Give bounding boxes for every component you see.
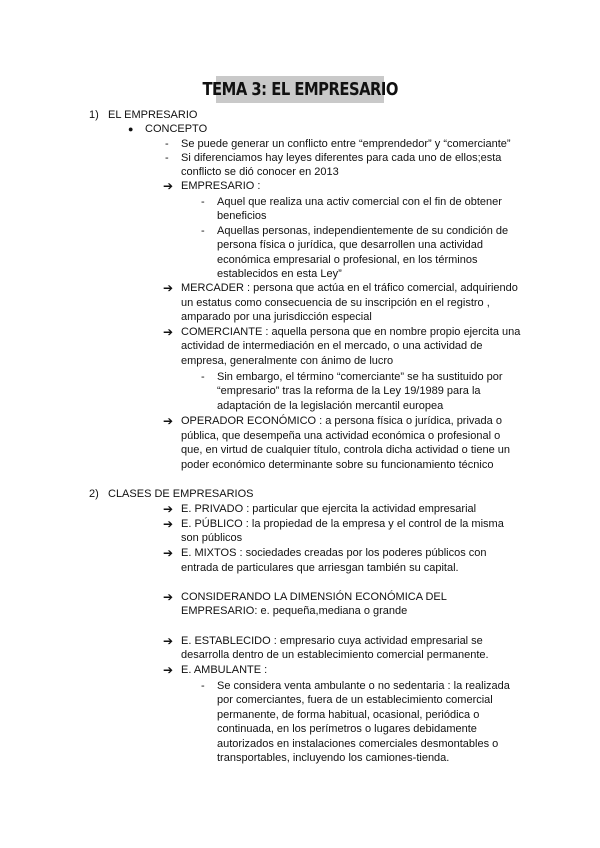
list-item: Si diferenciamos hay leyes diferentes para cada uno de ellos;esta	[181, 152, 502, 164]
section-number: 1)	[89, 109, 99, 121]
mercader-text: amparado por una jurisdicción especial	[181, 311, 372, 323]
establecido-text: E. ESTABLECIDO : empresario cuya actividad empresarial se	[181, 635, 483, 647]
mixtos-text: E. MIXTOS : sociedades creadas por los poderes públicos con	[181, 547, 487, 559]
arrow-icon: ➔	[163, 517, 174, 531]
arrow-icon: ➔	[163, 590, 174, 604]
dash-icon: -	[201, 371, 205, 383]
list-item: económica empresarial o profesional, en los términos	[217, 254, 478, 266]
list-item: beneficios	[217, 210, 267, 222]
list-item: Se puede generar un conflicto entre “emprendedor” y “comerciante”	[181, 138, 511, 150]
privado-text: E. PRIVADO : particular que ejercita la actividad empresarial	[181, 503, 477, 515]
operador-text: poder económico determinante sobre su funcionamiento técnico	[181, 459, 494, 471]
dash-icon: -	[165, 138, 169, 150]
arrow-icon: ➔	[163, 546, 174, 560]
list-item: persona física o jurídica, que desarrollen una actividad	[217, 239, 483, 251]
dimension-text: CONSIDERANDO LA DIMENSIÓN ECONÓMICA DEL	[181, 591, 447, 603]
mercader-text: un estatus como consecuencia de su inscripción en el registro ,	[181, 297, 490, 309]
arrow-icon: ➔	[163, 663, 174, 677]
dimension-text: EMPRESARIO: e. pequeña,mediana o grande	[181, 605, 408, 617]
list-item: Se considera venta ambulante o no sedentaria : la realizada	[217, 680, 510, 692]
establecido-text: desarrolla dentro de un establecimiento comercial permanente.	[181, 649, 489, 661]
operador-text: que, en virtud de cualquier título, controla dicha actividad o tiene un	[181, 444, 510, 456]
list-item: Sin embargo, el término “comerciante” se ha sustituido por	[217, 371, 503, 383]
list-item: por comerciantes, fuera de un establecimiento comercial	[217, 694, 493, 706]
dash-icon: -	[201, 196, 205, 208]
list-item: transportables, incluyendo los camiones-tienda.	[217, 752, 450, 764]
comerciante-text: actividad de intermediación en el mercado, o una actividad de	[181, 340, 483, 352]
page-title: TEMA 3: EL EMPRESARIO	[216, 76, 384, 103]
concepto-label: CONCEPTO	[145, 123, 208, 135]
list-item: establecidos en esta Ley”	[217, 268, 342, 280]
comerciante-text: empresa, generalmente con ánimo de lucro	[181, 355, 394, 367]
arrow-icon: ➔	[163, 414, 174, 428]
ambulante-label: E. AMBULANTE :	[181, 664, 268, 676]
mercader-text: MERCADER : persona que actúa en el tráfico comercial, adquiriendo	[181, 282, 518, 294]
list-item: conflicto se dió conocer en 2013	[181, 166, 339, 178]
list-item: autorizados en instalaciones comerciales desmontables o	[217, 738, 499, 750]
list-item: adaptación de la legislación mercantil europea	[217, 400, 444, 412]
arrow-icon: ➔	[163, 179, 174, 193]
empresario-label: EMPRESARIO :	[181, 180, 261, 192]
operador-text: pública, que desempeña una actividad económica o profesional o	[181, 430, 501, 442]
dash-icon: -	[165, 152, 169, 164]
operador-text: OPERADOR ECONÓMICO : a persona física o jurídica, privada o	[181, 415, 502, 427]
mixtos-text: entrada de particulares que arriesgan también su capital.	[181, 562, 459, 574]
list-item: continuada, en los perímetros o lugares debidamente	[217, 723, 477, 735]
list-item: permanente, de forma habitual, ocasional, periódica o	[217, 709, 480, 721]
publico-text: son públicos	[181, 532, 243, 544]
dash-icon: -	[201, 680, 205, 692]
section-heading: EL EMPRESARIO	[108, 109, 198, 121]
comerciante-text: COMERCIANTE : aquella persona que en nombre propio ejercita una	[181, 326, 521, 338]
list-item: Aquellas personas, independientemente de su condición de	[217, 225, 509, 237]
arrow-icon: ➔	[163, 281, 174, 295]
arrow-icon: ➔	[163, 634, 174, 648]
publico-text: E. PÚBLICO : la propiedad de la empresa y el control de la misma	[181, 518, 504, 530]
list-item: “empresario” tras la reforma de la Ley 19/1989 para la	[217, 385, 481, 397]
dash-icon: -	[201, 225, 205, 237]
arrow-icon: ➔	[163, 502, 174, 516]
section-number: 2)	[89, 488, 99, 500]
section-heading: CLASES DE EMPRESARIOS	[108, 488, 254, 500]
list-item: Aquel que realiza una activ comercial con el fin de obtener	[217, 196, 502, 208]
bullet-icon: ●	[128, 124, 134, 134]
arrow-icon: ➔	[163, 325, 174, 339]
